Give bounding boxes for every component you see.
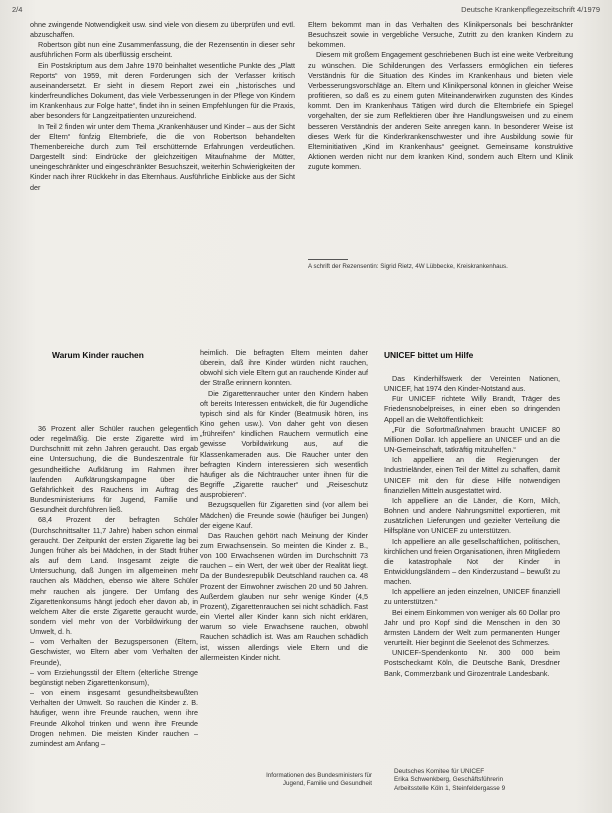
article-title-unicef: UNICEF bittet um Hilfe (384, 350, 474, 360)
unicef-address (394, 768, 564, 793)
paragraph: Ich appelliere an alle gesellschaftlichen, politischen, kirchlichen und freien Organisationen, ihren Mitgliedern die katastrophale Not der Kinder in Entwicklungsländern – den Kinderzustand – bewußt zu machen. (384, 536, 560, 587)
paragraph: Die Zigarettenraucher unter den Kindern haben oft bereits Interessen entwickelt, die für Jugendliche typisch sind als für Kinder (Beatmusik hören, ins Kino gehen usw.). Von daher geht von diesen „frühreifen“ kindlichen Rauchern vermutlich eine gewisse Vorbildwirkung aus, auf die Klassenkameraden aus. Die Raucher unter den befragten Kindern interessieren sich wesentlich häufiger als die Nichtraucher unter ihnen für die Begriffe „Zigarette raucher“ und „Reiseschutz ausprobieren“. (200, 388, 368, 500)
paragraph: Das Rauchen gehört nach Meinung der Kinder zum Erwachsensein. So meinten die Kinder z. B., von 100 Erwachsenen würden im Durchschnitt 73 rauchen – ein Wert, der weit über der Realität liegt. Da der Bundesrepublik Deutschland rauchen ca. 48 Prozent der Einwohner zwischen 20 und 50 Jahren. Außerdem glauben nur sehr wenige Kinder (4,5 Prozent), Zigarettenrauchen sei nicht schädlich. Fast ein Viertel aller Kinder kann sich nicht erklären, warum so viele Erwachsene rauchen, obwohl Rauchen schädlich ist. Was am Rauchen schädlich ist, wissen allerdings viele Eltern und die allermeisten Kinder nicht. (200, 530, 368, 662)
smoking-column-1 (30, 424, 198, 808)
review-right-column (308, 20, 573, 210)
paragraph: Robertson gibt nun eine Zusammenfassung, die der Rezensentin in dieser sehr ausführlichen Form als überflüssig erscheint. (30, 40, 295, 60)
article-title-smoking: Warum Kinder rauchen (52, 350, 144, 360)
paragraph: Eltern bekommt man in das Verhalten des Klinikpersonals bei beschränkter Besuchszeit sowie in vergebliche Versuche, Zutritt zu den kranken Kindern zu bekommen. (308, 20, 573, 50)
paragraph: UNICEF-Spendenkonto Nr. 300 000 beim Postscheckamt Köln, die Deutsche Bank, Dresdner Bank, Commerzbank und Girozentrale Landesbank. (384, 648, 560, 678)
paragraph: Bei einem Einkommen von weniger als 60 Dollar pro Jahr und pro Kopf sind die Menschen in den 30 ärmsten Ländern der Welt zum permanenten Hunger verurteilt. Hier beginnt die Seelenot des Schmerzes. (384, 607, 560, 648)
paragraph: Ein Postskriptum aus dem Jahre 1970 beinhaltet wesentliche Punkte des „Platt Reports“ von 1959, mit deren Forderungen sich der Verfasser kritisch auseinandersetzt. Er sieht in diesem Report zwei ein „historisches und kinderfreundliches Dokument, das viele Verbesserungen in der Pflege von Kindern im Krankenhaus zur Folge hatte“, findet ihn in seinen Empfehlungen für die Praxis, aber besonders für Langzeitpatienten unzureichend. (30, 60, 295, 121)
journal-title: Deutsche Krankenpflegezeitschrift 4/1979 (461, 5, 600, 14)
paragraph: heimlich. Die befragten Eltern meinten daher überein, daß ihre Kinder würden nicht rauchen, obwohl sich viele Eltern gut an rauchende Kinder auf der Straße erinnern konnten. (200, 348, 368, 388)
paragraph: Ich appelliere an jeden einzelnen, UNICEF finanziell zu unterstützen.“ (384, 587, 560, 607)
footnote-divider (308, 259, 348, 260)
smoking-column-2 (200, 348, 368, 808)
paragraph: Ich appelliere an die Länder, die Korn, Milch, Bohnen und andere Nahrungsmittel exportieren, mit zusätzlichen Lieferungen und gezielter Verteilung die Hilfspläne von UNICEF zu unterstützen. (384, 495, 560, 536)
paragraph: Ich appelliere an die Regierungen der Industrieländer, einen Teil der Mittel zu schaffen, damit UNICEF mit den für diese Hilfe notwendigen finanziellen Mitteln ausgestattet wird. (384, 455, 560, 495)
paragraph: 36 Prozent aller Schüler rauchen gelegentlich oder regelmäßig. Die erste Zigarette wird im Durchschnitt mit zehn Jahren geraucht. Das ergab eine Untersuchung, die die Bundeszentrale für gesundheitliche Aufklärung im Rahmen ihrer laufenden Aufklärungskampagne über die Gefährlichkeit des Rauchens im Auftrag des Bundesministeriums für Jugend, Familie und Gesundheit durchführen ließ. (30, 424, 198, 515)
address-line: Deutsches Komitee für UNICEF (394, 768, 485, 775)
unicef-column (384, 374, 560, 760)
paragraph: 68,4 Prozent der befragten Schüler (Durchschnittsalter 11,7 Jahre) haben schon einmal geraucht. Der Zeitpunkt der ersten Zigarette lag bei Jungen früher als bei Mädchen, in der Stadt früher als auf dem Land. Insgesamt zeigte die Untersuchung, daß Jungen im allgemeinen mehr rauchen als Mädchen, ebenso wie ältere Schüler mehr rauchen als jüngere. Der Umfang des Zigarettenkonsums hängt jedoch eher davon ab, in welchem Alter die erste Zigarette geraucht wurde, sondern viel mehr von der Vorbildwirkung der Umwelt, d. h. (30, 515, 198, 637)
page-number: 2/4 (12, 5, 23, 14)
list-item: – von einem insgesamt gesundheitsbewußten Verhalten der Umwelt. So rauchen die Kinder z. B. häufiger, wenn ihre Freunde rauchen, wenn ihre Freunde Alkohol trinken und wenn ihre Freunde Drogen nehmen. Die meisten Kinder rauchen – zumindest am Anfang – (30, 688, 198, 748)
source-credit: Informationen des Bundesministers für Jugend, Familie und Gesundheit (266, 772, 372, 787)
paragraph: Bezugsquellen für Zigaretten sind (vor allem bei Mädchen) die Freunde sowie (häufiger bei Jungen) der eigene Kauf. (200, 500, 368, 530)
paragraph: In Teil 2 finden wir unter dem Thema „Krankenhäuser und Kinder – aus der Sicht der Eltern“ fünfzig Elternbriefe, die die von Robertson behandelten Themenbereiche durch zum Teil erschütternde Erfahrungen verdeutlichen. Dargestellt sind: Eindrücke der gleichzeitigen Mitaufnahme der Mütter, uneingeschränkter und eingeschränkter Besuchszeit, weiterhin Schwierigkeiten der Kinder nach ihrer Rückkehr in das Elternhaus. Ausführliche Einblicke aus der Sicht der (30, 121, 295, 192)
running-header (12, 5, 600, 17)
list-item: – vom Verhalten der Bezugspersonen (Eltern, Geschwister, wo Eltern aber vom Verhalten der Freunde), (30, 637, 198, 667)
paragraph: „Für die Sofortmaßnahmen braucht UNICEF 80 Millionen Dollar. Ich appelliere an UNICEF und an die UN-Gemeinschaft, tatkräftig mitzuhelfen.“ (384, 424, 560, 455)
address-line: Erika Schwenkberg, Geschäftsführerin (394, 776, 504, 784)
paragraph: Diesem mit großem Engagement geschriebenen Buch ist eine weite Verbreitung zu wünschen. Die Schilderungen des Verfassers ermöglichen ein tieferes Verständnis für die Situation des Kindes im Krankenhaus und bieten viele Verbesserungsvorschläge an. Eltern und Klinikpersonal können in gleicher Weise profitieren, so daß es zu einem guten Miteinanderwirken zugunsten des Kindes kommt. Den im Krankenhaus Tätigen wird durch die Elternbriefe ein Spiegel vorgehalten, der sie zum Reflektieren über ihre Handlungsweisen und zu einem besseren Verständnis der anderen Seite anregen kann. In besonderer Weise ist dieses Werk für die Kinderkrankenschwester und ihre Ausbildung sowie für Elterninitiativen „Kind im Krankenhaus“ geeignet. Gemeinsame konstruktive Aktionen werden nicht nur dem kranken Kind, sondern auch Eltern und Klinik zugute kommen. (308, 50, 573, 172)
list-item: – vom Erziehungsstil der Eltern (elterliche Strenge begünstigt neben Zigarettenkonsum), (30, 667, 198, 687)
footnote: A schrift der Rezensentin: Sigrid Rietz, 4W Lübbecke, Kreiskrankenhaus. (308, 263, 508, 270)
review-left-column (30, 20, 295, 292)
paragraph: Das Kinderhilfswerk der Vereinten Nationen, UNICEF, hat 1974 den Kinder-Notstand aus. (384, 374, 560, 394)
paragraph: ohne zwingende Notwendigkeit usw. sind viele von diesem zu überprüfen und evtl. abzuschaffen. (30, 20, 295, 40)
address-line: Arbeitsstelle Köln 1, Steinfeldergasse 9 (394, 784, 506, 792)
paragraph: Für UNICEF richtete Willy Brandt, Träger des Friedensnobelpreises, in einer eben so dringenden Appell an die Weltöffentlichkeit: (384, 394, 560, 424)
